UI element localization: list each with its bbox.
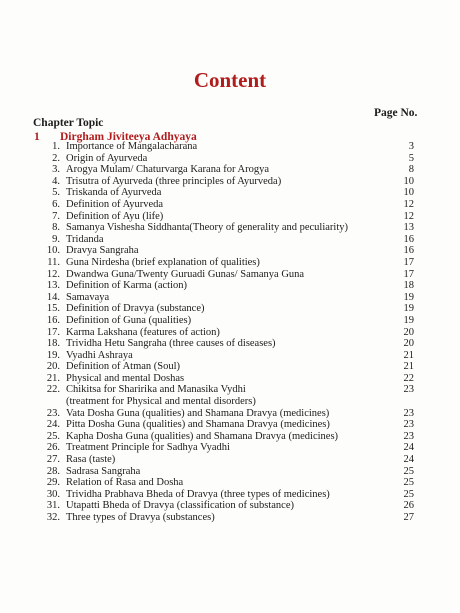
toc-entry-title: Samanya Vishesha Siddhanta(Theory of generality and peculiarity)	[66, 222, 349, 234]
toc-entry	[0, 477, 460, 489]
toc-entry-page: 19	[403, 314, 414, 326]
toc-entry-number: 26.	[46, 442, 60, 454]
toc-entry-page: 12	[403, 210, 414, 222]
toc-entry	[0, 153, 460, 165]
toc-entry-number: 3.	[52, 164, 60, 176]
toc-entry-page: 24	[403, 454, 414, 466]
toc-entry	[0, 187, 460, 199]
toc-entry-title: Origin of Ayurveda	[66, 152, 148, 164]
toc-entry-page: 26	[403, 500, 414, 512]
toc-entry	[0, 269, 460, 281]
toc-entry	[0, 141, 460, 153]
toc-entry-page: 23	[403, 407, 414, 419]
chapter-topic-header: Chapter Topic	[33, 117, 104, 129]
chapter-title: Dirgham Jiviteeya Adhyaya	[60, 131, 197, 143]
toc-entry-page: 12	[403, 198, 414, 210]
toc-entry-page: 27	[403, 512, 414, 523]
chapter-number: 1	[34, 131, 40, 143]
toc-entry-title: Importance of Mangalacharana	[66, 141, 198, 152]
toc-entry-title: Definition of Ayu (life)	[66, 210, 164, 222]
toc-entry-page: 16	[403, 233, 414, 245]
toc-entry-title: Karma Lakshana (features of action)	[66, 326, 220, 338]
toc-entry-page: 19	[403, 291, 414, 303]
toc-entry-page: 10	[403, 175, 414, 187]
toc-entry-title: Pitta Dosha Guna (qualities) and Shamana Dravya (medicines)	[66, 419, 330, 431]
toc-entry-number: 32.	[46, 512, 60, 523]
toc-entry-number: 27.	[46, 454, 60, 466]
toc-entry-page: 25	[403, 477, 414, 489]
toc-entry-title: Definition of Atman (Soul)	[66, 361, 181, 373]
toc-entry	[0, 222, 460, 234]
toc-entry-page: 19	[403, 303, 414, 315]
toc-entry	[0, 489, 460, 501]
toc-entry	[0, 396, 460, 408]
toc-entry-page: 25	[403, 488, 414, 500]
toc-entry-page: 21	[403, 361, 414, 373]
toc-entry-title: Rasa (taste)	[66, 454, 116, 466]
toc-entry-title: Trisutra of Ayurveda (three principles of Ayurveda)	[66, 175, 282, 187]
toc-entry-page: 22	[403, 372, 414, 384]
toc-entry-page: 25	[403, 465, 414, 477]
page-title: Content	[193, 68, 267, 92]
toc-entry-title: Arogya Mulam/ Chaturvarga Karana for Arogya	[66, 164, 270, 176]
toc-entry-page: 20	[403, 338, 414, 350]
page-no-header: Page No.	[374, 107, 418, 119]
toc-entry	[0, 442, 460, 454]
toc-entry-number: 30.	[46, 488, 60, 500]
toc-entry-page: 13	[403, 222, 414, 234]
toc-entry-title: Definition of Karma (action)	[66, 280, 187, 292]
toc-entry-title: Trividha Hetu Sangraha (three causes of diseases)	[66, 338, 276, 350]
toc-entry	[0, 280, 460, 292]
toc-entry-title: Vyadhi Ashraya	[66, 349, 133, 361]
toc-entry-number: 18.	[46, 338, 60, 350]
toc-entry	[0, 512, 460, 524]
toc-entry-page: 23	[403, 430, 414, 442]
toc-entry-number: 29.	[46, 477, 60, 489]
toc-entry-page: 23	[403, 419, 414, 431]
toc-entry	[0, 350, 460, 362]
toc-entry-title: (treatment for Physical and mental disorders)	[66, 396, 256, 408]
toc-entry-page: 8	[408, 164, 414, 176]
toc-entry-number: 10.	[46, 245, 60, 257]
toc-entry-title: Dravya Sangraha	[66, 245, 139, 257]
toc-entry-number: 8.	[52, 222, 60, 234]
toc-entry	[0, 419, 460, 431]
toc-entry-page: 16	[403, 245, 414, 257]
toc-entry-page: 23	[403, 384, 414, 396]
toc-entry	[0, 500, 460, 512]
toc-entry-number: 13.	[46, 280, 60, 292]
toc-entry-title: Vata Dosha Guna (qualities) and Shamana Dravya (medicines)	[66, 407, 330, 419]
toc-entry	[0, 315, 460, 327]
toc-entry-number: 23.	[46, 407, 60, 419]
toc-entry-number: 31.	[46, 500, 60, 512]
toc-entry-title: Physical and mental Doshas	[66, 372, 185, 384]
toc-entry-number: 11.	[47, 256, 60, 268]
toc-entry-page: 5	[408, 152, 414, 164]
toc-entry	[0, 303, 460, 315]
toc-entry	[0, 199, 460, 211]
toc-entry-title: Definition of Guna (qualities)	[66, 314, 192, 326]
toc-entry-title: Tridanda	[66, 233, 104, 245]
toc-entry	[0, 234, 460, 246]
toc-entry	[0, 176, 460, 188]
toc-entry-number: 6.	[52, 198, 60, 210]
toc-entry-page: 17	[403, 256, 414, 268]
toc-entry-title: Kapha Dosha Guna (qualities) and Shamana Dravya (medicines)	[66, 430, 339, 442]
toc-entry	[0, 164, 460, 176]
toc-list	[0, 141, 460, 524]
toc-entry-number: 2.	[52, 152, 60, 164]
toc-entry	[0, 431, 460, 443]
toc-entry	[0, 327, 460, 339]
toc-entry-number: 28.	[46, 465, 60, 477]
toc-entry-title: Dwandwa Guna/Twenty Guruadi Gunas/ Samanya Guna	[66, 268, 305, 280]
toc-entry-number: 25.	[46, 430, 60, 442]
toc-entry-title: Three types of Dravya (substances)	[66, 512, 215, 523]
toc-entry-number: 20.	[46, 361, 60, 373]
toc-entry-title: Guna Nirdesha (brief explanation of qualities)	[66, 256, 260, 268]
toc-entry-title: Trividha Prabhava Bheda of Dravya (three types of medicines)	[66, 488, 330, 500]
toc-entry	[0, 466, 460, 478]
toc-entry-page: 10	[403, 187, 414, 199]
toc-entry-number: 16.	[46, 314, 60, 326]
toc-entry-page: 24	[403, 442, 414, 454]
toc-entry	[0, 408, 460, 420]
toc-entry-page: 3	[408, 141, 414, 152]
toc-entry-number: 21.	[46, 372, 60, 384]
toc-entry-number: 5.	[52, 187, 60, 199]
toc-entry-number: 4.	[52, 175, 60, 187]
toc-entry-page: 17	[403, 268, 414, 280]
toc-entry	[0, 454, 460, 466]
toc-entry	[0, 257, 460, 269]
toc-entry-number: 1.	[52, 141, 60, 152]
toc-entry-number: 12.	[46, 268, 60, 280]
toc-entry-number: 19.	[46, 349, 60, 361]
toc-entry-number: 17.	[46, 326, 60, 338]
toc-entry-title: Treatment Principle for Sadhya Vyadhi	[66, 442, 230, 454]
toc-entry-title: Triskanda of Ayurveda	[66, 187, 162, 199]
toc-entry-number: 7.	[52, 210, 60, 222]
toc-entry-title: Definition of Ayurveda	[66, 198, 164, 210]
toc-entry-number: 9.	[52, 233, 60, 245]
toc-entry-title: Sadrasa Sangraha	[66, 465, 141, 477]
toc-entry-number: 24.	[46, 419, 60, 431]
toc-entry-page: 20	[403, 326, 414, 338]
toc-entry-title: Definition of Dravya (substance)	[66, 303, 205, 315]
toc-entry-number: 22.	[46, 384, 60, 396]
toc-entry	[0, 361, 460, 373]
toc-entry	[0, 373, 460, 385]
toc-entry	[0, 338, 460, 350]
toc-entry-page: 21	[403, 349, 414, 361]
toc-entry	[0, 384, 460, 396]
toc-entry-title: Relation of Rasa and Dosha	[66, 477, 184, 489]
toc-entry	[0, 245, 460, 257]
toc-entry-title: Samavaya	[66, 291, 110, 303]
toc-entry	[0, 211, 460, 223]
toc-entry-number: 14.	[46, 291, 60, 303]
toc-entry-number: 15.	[46, 303, 60, 315]
toc-entry-title: Chikitsa for Sharirika and Manasika Vydhi	[66, 384, 246, 396]
toc-entry-title: Utapatti Bheda of Dravya (classification of substance)	[66, 500, 295, 512]
toc-entry	[0, 292, 460, 304]
toc-entry-page: 18	[403, 280, 414, 292]
